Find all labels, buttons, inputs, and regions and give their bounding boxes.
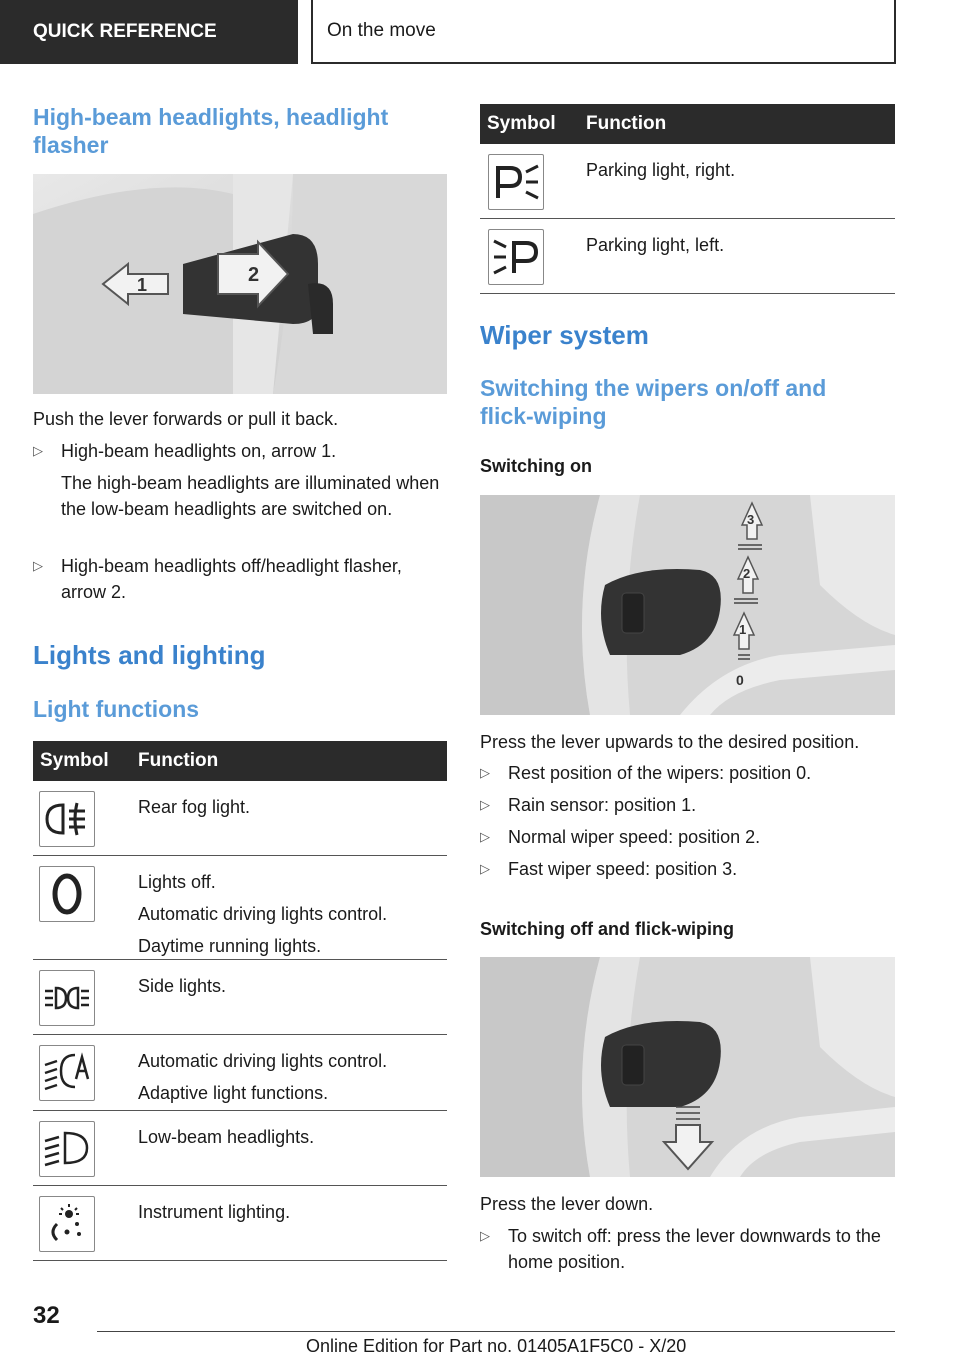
bullet-triangle-icon: ▷ <box>480 797 490 812</box>
lights-off-icon <box>39 866 95 922</box>
column-function: Function <box>138 750 219 771</box>
header-bar <box>0 0 960 66</box>
column-symbol: Symbol <box>487 113 556 134</box>
table-row <box>33 1186 447 1261</box>
bullet-text: High-beam headlights off/headlight flasher, arrow 2. <box>61 556 402 602</box>
high-beam-lever-photo <box>33 174 447 394</box>
table-header <box>33 741 447 781</box>
table-row <box>33 960 447 1035</box>
arrow-label-1: 1 <box>137 275 148 295</box>
heading-switching: Switching the wipers on/off and flick-wiping <box>480 375 827 429</box>
chapter-tab <box>311 0 896 64</box>
bullet-triangle-icon: ▷ <box>480 829 490 844</box>
rear-fog-light-icon <box>39 791 95 847</box>
section-tab <box>0 0 298 64</box>
position-label-0: 0 <box>736 672 744 688</box>
bullet-triangle-icon: ▷ <box>33 558 43 573</box>
table-row <box>480 219 895 294</box>
table-row <box>33 781 447 856</box>
bullet-text: Normal wiper speed: position 2. <box>508 827 761 847</box>
edition-text: Online Edition for Part no. 01405A1F5C0 - X/20 <box>306 1336 687 1356</box>
bullet-triangle-icon: ▷ <box>33 443 43 458</box>
wiper-up-illustration <box>480 495 895 715</box>
bullet-triangle-icon: ▷ <box>480 1228 490 1243</box>
position-label-3: 3 <box>747 512 755 527</box>
bullet-text: Rest position of the wipers: position 0. <box>508 763 812 783</box>
bullet-triangle-icon: ▷ <box>480 861 490 876</box>
instrument-lighting-icon <box>39 1196 95 1252</box>
table-row <box>33 1111 447 1186</box>
wiper-on-photo <box>480 495 895 715</box>
parking-light-right-icon <box>488 154 544 210</box>
heading-wiper: Wiper system <box>480 320 649 350</box>
footer-rule <box>97 1331 895 1332</box>
sub-switching-on: Switching on <box>480 456 592 476</box>
bullet-text: Rain sensor: position 1. <box>508 795 697 815</box>
function-text: Lights off. Automatic driving lights control. Daytime running lights. <box>138 872 388 956</box>
function-text: Side lights. <box>138 976 227 996</box>
heading-high-beam: High-beam headlights, headlight flasher <box>33 104 389 158</box>
wiper-down-illustration <box>480 957 895 1177</box>
table-row <box>33 1035 447 1111</box>
position-label-1: 1 <box>739 622 747 637</box>
table-row <box>480 144 895 219</box>
function-text: Instrument lighting. <box>138 1202 291 1222</box>
function-text: Automatic driving lights control. Adaptive light functions. <box>138 1051 388 1103</box>
bullet-triangle-icon: ▷ <box>480 765 490 780</box>
push-instruction: Push the lever forwards or pull it back. <box>33 409 339 429</box>
column-function: Function <box>586 113 667 134</box>
auto-lights-icon <box>39 1045 95 1101</box>
lever-illustration <box>33 174 447 394</box>
page-number: 32 <box>33 1302 60 1329</box>
press-down-instruction: Press the lever down. <box>480 1194 654 1214</box>
heading-light-functions: Light functions <box>33 696 200 722</box>
bullet-text: Fast wiper speed: position 3. <box>508 859 738 879</box>
bullet-text: To switch off: press the lever downwards to the home position. <box>508 1226 881 1272</box>
sub-switching-off: Switching off and flick-wiping <box>480 919 734 939</box>
position-label-2: 2 <box>743 566 751 581</box>
function-text: Low-beam headlights. <box>138 1127 315 1147</box>
parking-light-left-icon <box>488 229 544 285</box>
bullet-text: High-beam headlights on, arrow 1. <box>61 441 337 461</box>
chapter-title: On the move <box>327 20 436 41</box>
function-text: Rear fog light. <box>138 797 251 817</box>
section-title: QUICK REFERENCE <box>33 21 217 42</box>
table-row <box>33 856 447 960</box>
function-text: Parking light, left. <box>586 235 725 255</box>
low-beam-icon <box>39 1121 95 1177</box>
column-symbol: Symbol <box>40 750 109 771</box>
bullet-subtext: The high-beam headlights are illuminated when the low-beam headlights are switched on. <box>61 473 440 519</box>
wiper-off-photo <box>480 957 895 1177</box>
press-up-instruction: Press the lever upwards to the desired position. <box>480 732 860 752</box>
function-text: Parking light, right. <box>586 160 736 180</box>
arrow-label-2: 2 <box>248 264 260 286</box>
heading-lights: Lights and lighting <box>33 640 266 670</box>
table-header <box>480 104 895 144</box>
side-lights-icon <box>39 970 95 1026</box>
